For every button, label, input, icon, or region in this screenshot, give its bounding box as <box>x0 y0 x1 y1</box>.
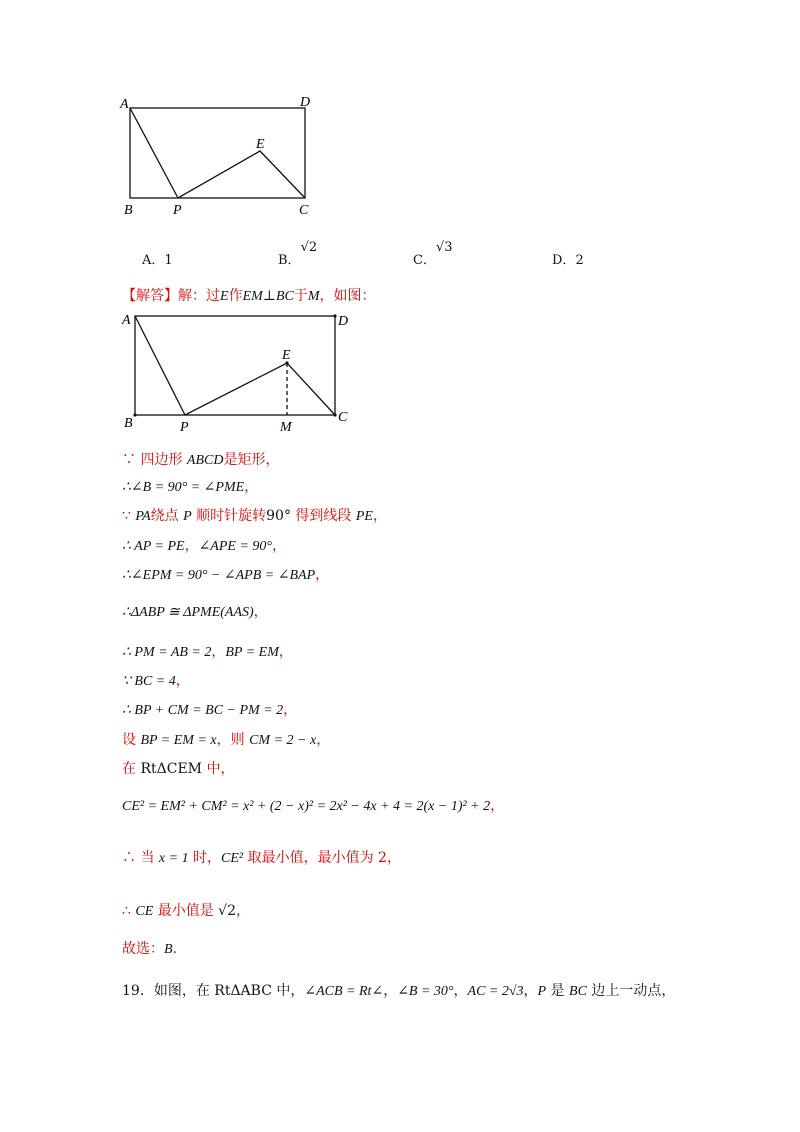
s1-post: 是矩形， <box>223 452 280 468</box>
step-13 <box>122 849 401 868</box>
q19-t7: 边上一动点， <box>586 983 676 999</box>
q19-m4: AC = 2√3 <box>467 984 524 999</box>
s13-math2: CE² <box>221 851 244 866</box>
label-p-2: P <box>180 420 189 435</box>
option-b <box>278 236 318 268</box>
step-8 <box>122 672 190 691</box>
step-2 <box>122 478 258 497</box>
option-c-label: C． <box>413 253 436 268</box>
s4-math2: ∠APE = 90° <box>198 539 272 554</box>
s13-post: ， <box>386 850 401 866</box>
s14-post: ， <box>235 903 250 919</box>
s3-mid1: 绕点 <box>150 508 184 524</box>
step-5 <box>122 566 329 585</box>
s11-math: RtΔCEM <box>140 761 202 777</box>
point-c <box>333 413 336 416</box>
label-a-2: A <box>122 313 131 328</box>
rectangle-abcd <box>130 108 305 198</box>
s13-math: x = 1 <box>158 851 189 866</box>
figure-2-rectangle-diagram <box>115 305 355 435</box>
q19-m5: P <box>537 984 547 999</box>
step-1 <box>122 451 279 470</box>
s4-math: ∴ AP = PE <box>122 539 185 554</box>
q19-t3: ， <box>383 983 398 999</box>
step-10 <box>122 731 330 750</box>
s13-pre: ∴ 当 <box>122 850 159 866</box>
s14-pre: ∴ <box>122 903 136 919</box>
s13-val: 2 <box>378 850 387 866</box>
answer-m: M <box>307 289 320 304</box>
step-11 <box>122 760 234 778</box>
s10-math: BP = EM = x <box>140 733 217 748</box>
option-a-value: 1 <box>164 253 173 268</box>
s3-math2: P <box>183 509 192 524</box>
point-b <box>133 413 136 416</box>
option-d-value: 2 <box>575 253 584 268</box>
answer-tail: ，如图： <box>319 288 376 304</box>
answer-yu: 于 <box>293 288 308 304</box>
s10-pre: 设 <box>122 732 141 748</box>
s8-post: ， <box>175 673 190 689</box>
label-e-2: E <box>282 348 291 363</box>
step-6 <box>122 603 268 622</box>
s4-post: ， <box>272 538 286 554</box>
s15-pre: 故选： <box>122 941 164 957</box>
option-d-label: D． <box>552 253 576 268</box>
s6-post: ， <box>253 604 268 620</box>
answer-intro: 解：过 <box>178 288 220 304</box>
figure-1-rectangle-diagram <box>110 88 330 218</box>
label-b-2: B <box>124 416 133 431</box>
s9-math: ∴ BP + CM = BC − PM = 2 <box>122 703 284 718</box>
step-12 <box>122 797 504 816</box>
q19-m6: BC <box>569 984 587 999</box>
label-d: D <box>300 95 311 110</box>
option-c <box>413 236 453 268</box>
q19-m3: ∠B = 30° <box>397 984 454 999</box>
s3-math3: PE <box>355 509 373 524</box>
answer-header <box>122 287 376 306</box>
path-a-p-e-c-2 <box>135 316 335 415</box>
s3-deg: 90° <box>266 508 291 524</box>
option-b-label: B． <box>278 253 301 268</box>
s3-pre: ∵ <box>122 508 136 524</box>
q19-t6: 是 <box>546 983 570 999</box>
option-a <box>142 249 173 268</box>
option-b-value: √2 <box>300 240 318 255</box>
answer-bc: BC <box>275 289 294 304</box>
s10-post: ， <box>316 732 331 748</box>
s11-pre: 在 <box>122 761 141 777</box>
q19-number: 19． <box>122 983 154 999</box>
q19-m1: RtΔABC <box>214 983 272 999</box>
option-d <box>552 249 584 268</box>
step-9 <box>122 701 297 720</box>
q19-m2: ∠ACB = Rt∠ <box>304 984 384 999</box>
s5-post: ， <box>315 567 330 583</box>
label-m-2: M <box>280 420 292 435</box>
label-b: B <box>124 203 133 218</box>
s4-mid: ， <box>184 538 199 554</box>
step-7 <box>122 643 293 662</box>
s13-mid2: 取最小值，最小值为 <box>243 850 379 866</box>
s3-mid3: 得到线段 <box>290 508 356 524</box>
s14-mid: 最小值是 <box>153 903 219 919</box>
label-d-2: D <box>338 314 349 329</box>
point-d <box>333 314 336 317</box>
answer-zuo: 作 <box>228 288 243 304</box>
answer-perp: ⊥ <box>262 288 276 304</box>
step-15 <box>122 940 187 959</box>
label-e: E <box>256 137 265 152</box>
s1-pre: ∵ 四边形 <box>122 452 187 468</box>
label-c-2: C <box>338 410 348 425</box>
rectangle-abcd-2 <box>135 316 335 415</box>
s1-math: ABCD <box>186 453 224 468</box>
step-3 <box>122 507 387 526</box>
s9-post: ， <box>283 702 298 718</box>
s3-math1: PA <box>135 509 151 524</box>
q19-t2: 中， <box>271 983 305 999</box>
option-c-value: √3 <box>435 240 453 255</box>
s7-math2: BP = EM <box>225 645 279 660</box>
answer-e: E <box>220 289 229 304</box>
s5-math: ∴∠EPM = 90° − ∠APB = ∠BAP <box>122 568 316 583</box>
s15-post: ． <box>172 941 187 957</box>
s8-math: ∵ BC = 4 <box>122 674 176 689</box>
s3-post: ， <box>372 508 387 524</box>
question-19 <box>122 982 675 1001</box>
s10-math2: CM = 2 − x <box>249 733 317 748</box>
s3-mid2: 顺时针旋转 <box>191 508 267 524</box>
answer-em: EM <box>242 289 263 304</box>
s13-mid: 时， <box>188 850 222 866</box>
s14-val: √2 <box>218 903 236 919</box>
s10-mid: ，则 <box>216 732 250 748</box>
s7-post: ， <box>278 644 293 660</box>
s12-math: CE² = EM² + CM² = x² + (2 − x)² = 2x² − 4x + 4 = 2(x − 1)² + 2 <box>122 799 491 814</box>
label-a: A <box>120 97 129 112</box>
q19-t1: 如图，在 <box>153 983 215 999</box>
s2-math: ∴∠B = 90° = ∠PME <box>122 480 245 495</box>
s2-post: ， <box>244 479 259 495</box>
label-c: C <box>299 203 309 218</box>
q19-t4: ， <box>453 983 468 999</box>
step-14 <box>122 902 250 921</box>
option-a-label: A． <box>142 253 165 268</box>
label-p: P <box>173 203 182 218</box>
s14-math: CE <box>135 904 154 919</box>
answer-tag: 【解答】 <box>122 288 178 304</box>
s12-post: ， <box>490 798 505 814</box>
s7-math: ∴ PM = AB = 2 <box>122 645 212 660</box>
s7-mid: ， <box>211 644 226 660</box>
s15-math: B <box>164 942 173 957</box>
s6-math: ∴ΔABP ≅ ΔPME(AAS) <box>122 605 254 620</box>
s11-post: 中， <box>202 761 235 777</box>
path-a-p-e-c <box>130 108 305 198</box>
q19-t5: ， <box>523 983 538 999</box>
step-4 <box>122 537 286 556</box>
